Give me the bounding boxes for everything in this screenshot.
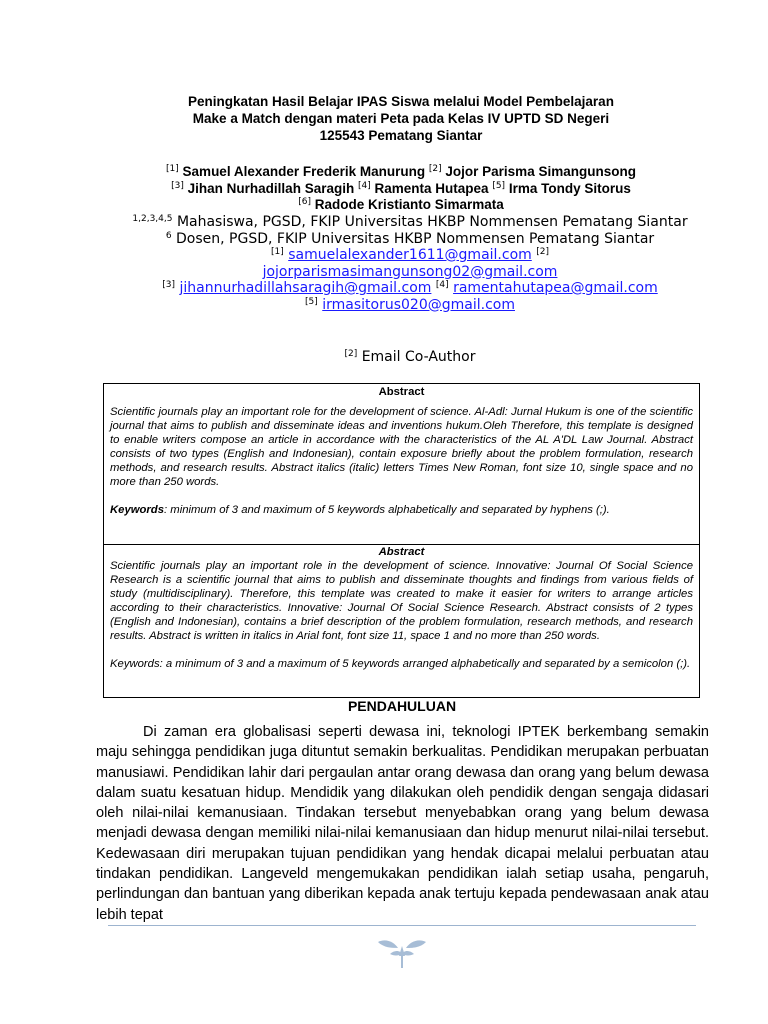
abstract-second-heading: Abstract bbox=[378, 546, 425, 558]
email-line-2 bbox=[60, 264, 760, 281]
email-link-4[interactable]: ramentahutapea@gmail.com bbox=[453, 280, 658, 296]
abstract-english-section bbox=[104, 384, 699, 545]
author-6-marker: [6] bbox=[298, 197, 311, 207]
keywords-text: : minimum of 3 and maximum of 5 keywords alphabetically and separated by hyphens (;). bbox=[164, 504, 610, 516]
affiliation-students bbox=[60, 214, 760, 231]
email-3-marker: [3] bbox=[162, 280, 176, 290]
author-1-marker: [1] bbox=[166, 164, 179, 174]
author-list bbox=[60, 164, 742, 214]
author-3-name: Jihan Nurhadillah Saragih bbox=[187, 180, 355, 196]
title-line-3: 125543 Pematang Siantar bbox=[319, 128, 483, 143]
email-2-marker: [2] bbox=[536, 247, 549, 257]
affiliation-lecturer-marker: 6 bbox=[165, 230, 172, 241]
affiliation-students-text: Mahasiswa, PGSD, FKIP Universitas HKBP Nommensen Pematang Siantar bbox=[176, 214, 688, 230]
author-4-marker: [4] bbox=[357, 180, 371, 191]
title-line-1: Peningkatan Hasil Belajar IPAS Siswa melalui Model Pembelajaran bbox=[188, 94, 614, 109]
author-1-name: Samuel Alexander Frederik Manurung bbox=[182, 164, 426, 179]
paper-title bbox=[96, 93, 706, 144]
author-line-3 bbox=[60, 197, 742, 214]
author-2-name: Jojor Parisma Simangunsong bbox=[445, 164, 636, 179]
coauthor-label: Email Co-Author bbox=[361, 349, 476, 365]
title-line-2: Make a Match dengan materi Peta pada Kelas IV UPTD SD Negeri bbox=[192, 111, 610, 126]
coauthor-note bbox=[0, 349, 768, 365]
affiliation-lecturer-text: Dosen, PGSD, FKIP Universitas HKBP Nommensen Pematang Siantar bbox=[176, 230, 655, 247]
keywords-label: Keywords bbox=[110, 504, 164, 516]
section-heading: PENDAHULUAN bbox=[347, 698, 457, 714]
author-5-marker: [5] bbox=[492, 180, 506, 191]
email-line-3 bbox=[60, 280, 760, 297]
author-5-name: Irma Tondy Sitorus bbox=[508, 180, 631, 196]
email-link-5[interactable]: irmasitorus020@gmail.com bbox=[322, 296, 515, 313]
abstract-english-keywords bbox=[110, 503, 693, 517]
email-line-4 bbox=[60, 297, 760, 314]
author-2-marker: [2] bbox=[428, 164, 442, 174]
abstract-second-text: Scientific journals play an important role in the development of science. Innovative: Journal Of Social Science Research is a scientific journal that aims to publish and disseminate thoughts and findings from various fields of study (multidisciplinary). Therefore, this template was created to make it easier for writers to arrange articles according to their characteristics. Innovative: Journal Of Social Science Research. Abstract consists of 2 types (English and Indonesian), contains a brief description of the problem formulation, research methods, and research results. Abstract is written in italics in Arial font, font size 11, space 1 and no more than 250 words. bbox=[110, 560, 693, 642]
abstract-second-section bbox=[104, 545, 699, 698]
introduction-paragraph: Di zaman era globalisasi seperti dewasa ini, teknologi IPTEK berkembang semakin maju sehingga pendidikan juga dituntut semakin berkualitas. Pendidikan merupakan perbuatan manusiawi. Pendidikan lahir dari pergaulan antar orang dewasa dan orang yang belum dewasa dalam suatu kesatuan hidup. Mendidik yang dilakukan oleh pendidik dengan sengaja didasari oleh nilai-nilai kemanusiaan. Tindakan tersebut menyebabkan orang yang belum dewasa menjadi dewasa dengan memiliki nilai-nilai kemanusiaan dan hidup menurut nilai-nilai tersebut. Kedewasaan diri merupakan tujuan pendidikan yang hendak dicapai melalui perbuatan atau tindakan pendidikan. Langeveld mengemukakan pendidikan ialah setiap usaha, pengaruh, perlindungan dan bantuan yang diberikan kepada anak tertuju kepada pendewasaan anak atau lebih tepat bbox=[96, 724, 709, 923]
author-line-2 bbox=[60, 181, 742, 198]
abstract-second-keywords: Keywords: a minimum of 3 and a maximum of 5 keywords arranged alphabetically and separated by a semicolon (;). bbox=[110, 658, 691, 670]
email-line-1 bbox=[60, 247, 760, 264]
abstract-english-text: Scientific journals play an important role for the development of science. Al-Adl: Jurnal Hukum is one of the scientific journal that aims to publish and disseminate ideas and inventions hukum.Oleh Therefore, this template is designed to enable writers compose an article in accordance with the characteristics of the AL A'DL Law Journal. Abstract consists of two types (English and Indonesian), contain exposure briefly about the problem formulation, research methods, and research results. Abstract italics (italic) letters Times New Roman, font size 10, single space and no more than 250 words. bbox=[110, 406, 693, 488]
author-3-marker: [3] bbox=[171, 180, 184, 191]
abstract-box bbox=[103, 383, 700, 698]
email-1-marker: [1] bbox=[271, 247, 284, 257]
email-4-marker: [4] bbox=[435, 280, 449, 290]
journal-logo-icon bbox=[376, 936, 428, 970]
affiliation-block bbox=[60, 214, 760, 313]
footer-divider bbox=[108, 925, 696, 926]
abstract-english-heading: Abstract bbox=[378, 386, 425, 398]
author-line-1 bbox=[60, 164, 742, 181]
affiliation-students-marker: 1,2,3,4,5 bbox=[132, 214, 173, 224]
email-link-2[interactable]: jojorparismasimangunsong02@gmail.com bbox=[262, 263, 558, 280]
author-6-name: Radode Kristianto Simarmata bbox=[314, 197, 504, 212]
author-4-name: Ramenta Hutapea bbox=[374, 180, 489, 196]
coauthor-marker: [2] bbox=[344, 349, 358, 359]
email-link-1[interactable]: samuelalexander1611@gmail.com bbox=[288, 247, 532, 263]
email-link-3[interactable]: jihannurhadillahsaragih@gmail.com bbox=[179, 280, 432, 296]
affiliation-lecturer bbox=[60, 231, 760, 248]
email-5-marker: [5] bbox=[305, 296, 318, 307]
